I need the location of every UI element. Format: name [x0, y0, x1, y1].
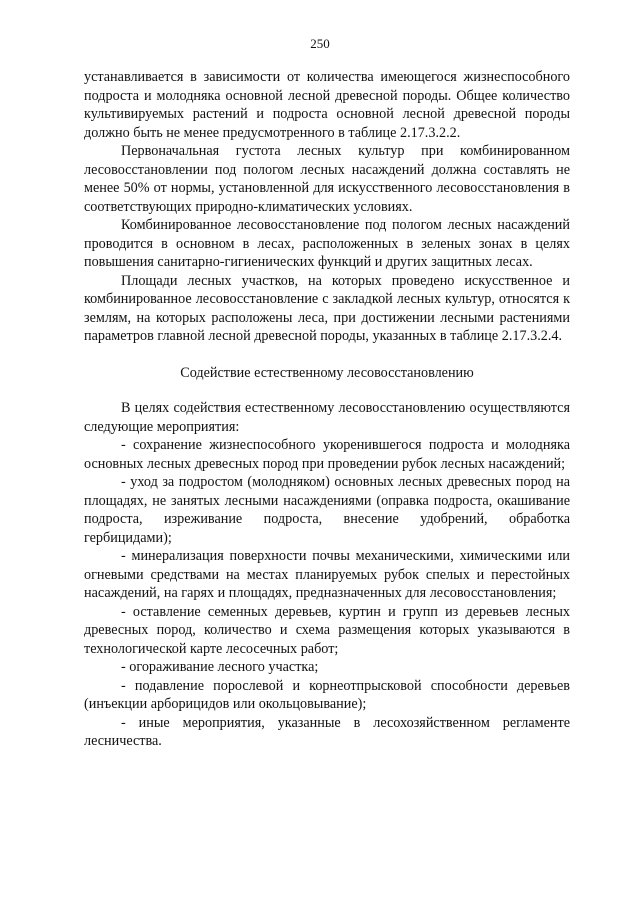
paragraph-combined-reforestation: Комбинированное лесовосстановление под пологом лесных насаждений проводится в основном в лесах, расположенных в зеленых зонах в целях повышения санитарно-гигиенических функций и других защитных лесах. — [84, 217, 570, 270]
list-item-other-measures: - иные мероприятия, указанные в лесохозяйственном регламенте лесничества. — [84, 714, 570, 749]
paragraph-land-areas: Площади лесных участков, на которых проведено искусственное и комбинированное лесовосстановление с закладкой лесных культур, относятся к землям, на которых расположены леса, при достижении лесными растениями параметров главной лесной древесной породы, указанных в таблице 2.17.3.2.4. — [84, 272, 570, 344]
page-number: 250 — [310, 36, 330, 51]
section-heading: Содействие естественному лесовосстановлению — [180, 364, 474, 381]
document-body — [84, 68, 570, 751]
paragraph-measures-intro: В целях содействия естественному лесовосстановлению осуществляются следующие мероприятия: — [84, 400, 570, 435]
list-item-seed-trees: - оставление семенных деревьев, куртин и групп из деревьев лесных древесных пород, количество и схема размещения которых указываются в технологической карте лесосечных работ; — [84, 603, 570, 657]
list-item-fencing: - огораживание лесного участка; — [121, 659, 319, 675]
paragraph-initial-density: Первоначальная густота лесных культур при комбинированном лесовосстановлении под пологом лесных насаждений должна составлять не менее 50% от нормы, установленной для искусственного лесовосстановления в соответствующих природно-климатических условиях. — [84, 143, 570, 215]
list-item-sprout-suppression: - подавление порослевой и корнеотпрысковой способности деревьев (инъекции арборицидов или окольцовывание); — [84, 677, 570, 712]
list-item-soil-mineralization: - минерализация поверхности почвы механическими, химическими или огневыми средствами на местах планируемых рубок спелых и перестойных насаждений, на гарях и площадях, предназначенных для лесовосстановления; — [84, 548, 570, 601]
list-item-undergrowth-care: - уход за подростом (молодняком) основных лесных древесных пород на площадях, не занятых лесными насаждениями (оправка подроста, окашивание подроста, изреживание подроста, внесение удобрений, обработка гербицидами); — [84, 474, 570, 546]
list-item-preservation: - сохранение жизнеспособного укоренившегося подроста и молодняка основных лесных древесных пород при проведении рубок лесных насаждений; — [84, 437, 570, 472]
paragraph-continued: устанавливается в зависимости от количества имеющегося жизнеспособного подроста и молодняка основной лесной древесной породы. Общее количество культивируемых растений и подроста основной лесной древесной породы должно быть не менее предусмотренного в таблице 2.17.3.2.2. — [84, 69, 570, 141]
